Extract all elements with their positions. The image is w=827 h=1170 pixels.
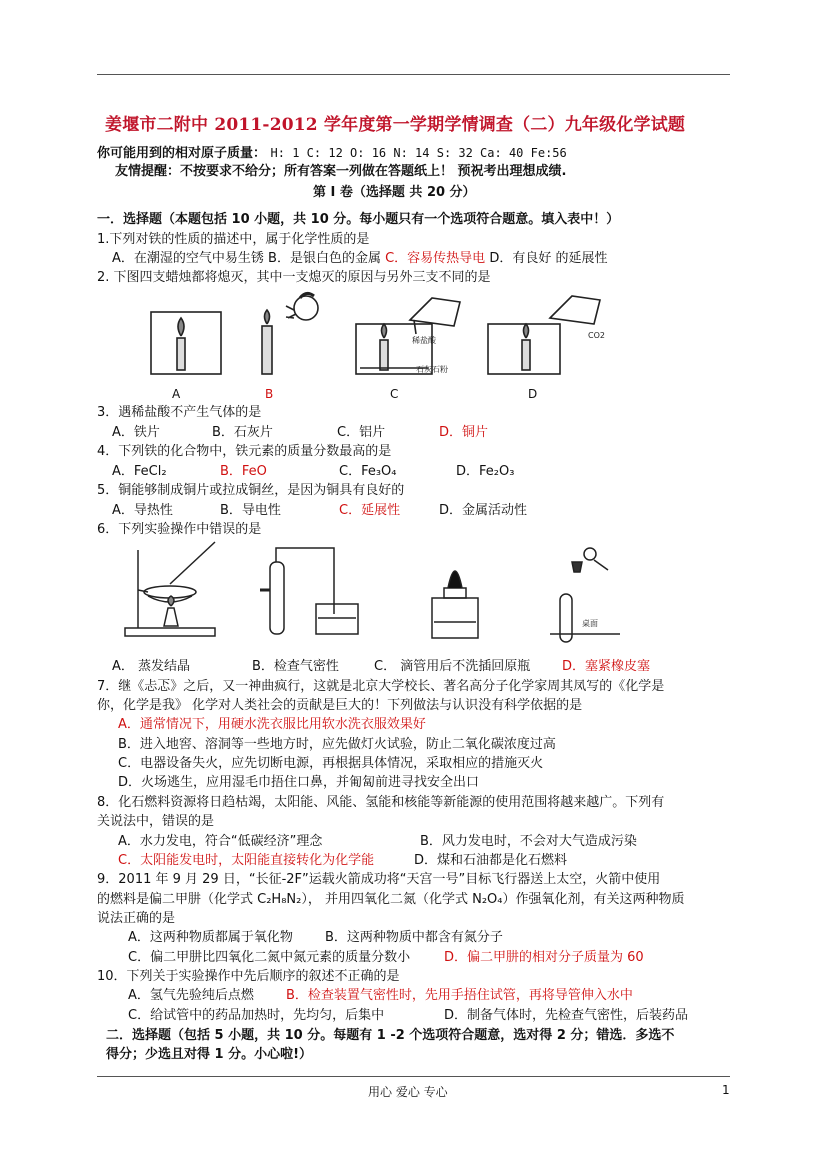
q9-stem-line3: 说法正确的是: [97, 911, 176, 926]
atomic-mass-label: 你可能用到的相对原子质量：: [97, 146, 267, 161]
q2-label-b: B: [265, 387, 274, 401]
fig-label-co2: CO2: [588, 331, 605, 340]
q3-option-b: B．石灰片: [212, 425, 273, 440]
q10-option-c: C．给试管中的药品加热时，先均匀，后集中: [128, 1008, 385, 1023]
q3-stem: 3．遇稀盐酸不产生气体的是: [97, 405, 262, 420]
q7-stem-line1: 7．继《忐忑》之后，又一神曲疯行，这就是北京大学校长、著名高分子化学家周其凤写的《化学是: [97, 679, 665, 694]
q1-option-d: D．有良好 的延展性: [489, 251, 608, 266]
q2-stem: 2. 下图四支蜡烛都将熄灭，其中一支熄灭的原因与另外三支不同的是: [97, 270, 491, 285]
q4-option-b: B．FeO: [220, 464, 267, 479]
candles-figure: [118, 290, 618, 382]
q9-option-c: C．偏二甲肼比四氧化二氮中氮元素的质量分数小: [128, 950, 411, 965]
q8-option-a: A．水力发电，符合“低碳经济”理念: [118, 834, 323, 849]
q1-stem: 1.下列对铁的性质的描述中，属于化学性质的是: [97, 232, 370, 247]
q5-option-a: A．导热性: [112, 503, 173, 518]
q7-option-d: D．火场逃生，应用湿毛巾捂住口鼻，并匍匐前进寻找安全出口: [118, 775, 480, 790]
q6-option-c: C． 滴管用后不洗插回原瓶: [374, 659, 531, 674]
q4-stem: 4．下列铁的化合物中，铁元素的质量分数最高的是: [97, 444, 392, 459]
q6-option-b: B．检查气密性: [252, 659, 339, 674]
q7-option-c: C．电器设备失火，应先切断电源，再根据具体情况，采取相应的措施灭火: [118, 756, 544, 771]
q9-stem-line2: 的燃料是偏二甲肼（化学式 C₂H₈N₂）， 并用四氧化二氮（化学式 N₂O₄）作强氧化剂，有关这两种物质: [97, 892, 685, 907]
q1-option-c: C．容易传热导电: [385, 251, 486, 266]
q8-option-d: D．煤和石油都是化石燃料: [414, 853, 568, 868]
q5-stem: 5．铜能够制成铜片或拉成铜丝，是因为铜具有良好的: [97, 483, 405, 498]
q2-label-d: D: [528, 387, 538, 401]
q10-option-b: B．检查装置气密性时，先用手捂住试管，再将导管伸入水中: [286, 988, 633, 1003]
q4-option-d: D．Fe₂O₃: [456, 464, 515, 479]
q3-option-c: C．铝片: [337, 425, 386, 440]
q10-stem: 10．下列关于实验操作中先后顺序的叙述不正确的是: [97, 969, 400, 984]
header-rule: [97, 74, 730, 75]
section-1-heading: 第 I 卷（选择题 共 20 分）: [313, 185, 476, 200]
atomic-mass-line: [97, 145, 567, 162]
q9-option-b: B．这两种物质中都含有氮分子: [325, 930, 503, 945]
q9-option-d: D．偏二甲肼的相对分子质量为 60: [444, 950, 644, 965]
q2-label-c: C: [390, 387, 399, 401]
q5-option-c: C．延展性: [339, 503, 401, 518]
q7-option-b: B．进入地窖、溶洞等一些地方时，应先做灯火试验，防止二氧化碳浓度过高: [118, 737, 556, 752]
airtightness-apparatus: [260, 548, 358, 634]
candle-figure-c: [356, 298, 460, 374]
q6-option-a: A． 蒸发结晶: [112, 659, 191, 674]
candle-figure-a: [151, 312, 221, 374]
q3-option-d: D．铜片: [439, 425, 489, 440]
part-1-heading: 一．选择题（本题包括 10 小题，共 10 分。每小题只有一个选项符合题意。填入表中！）: [97, 212, 620, 227]
dropper-bottle: [432, 571, 478, 638]
q8-option-c: C．太阳能发电时，太阳能直接转化为化学能: [118, 853, 375, 868]
q10-option-d: D．制备气体时，先检查气密性，后装药品: [444, 1008, 689, 1023]
footer-rule: [97, 1076, 730, 1077]
q4-option-c: C．Fe₃O₄: [339, 464, 397, 479]
q2-label-a: A: [172, 387, 181, 401]
candle-figure-d: [488, 296, 600, 374]
fig-label-lime: 石灰石粉: [416, 365, 448, 374]
part-2-heading-line2: 得分；少选且对得 1 分。小心啦!）: [106, 1047, 313, 1062]
q8-option-b: B．风力发电时，不会对大气造成污染: [420, 834, 637, 849]
friendly-reminder: 友情提醒：不按要求不给分；所有答案一列做在答题纸上！ 预祝考出理想成绩.: [115, 164, 567, 179]
q1-options: [112, 251, 607, 267]
candle-figure-b: [262, 293, 318, 374]
q5-option-d: D．金属活动性: [439, 503, 528, 518]
q10-option-a: A．氢气先验纯后点燃: [128, 988, 254, 1003]
q5-option-b: B．导电性: [220, 503, 281, 518]
q8-stem-line1: 8．化石燃料资源将日趋枯竭，太阳能、风能、氢能和核能等新能源的使用范围将越来越广。下列有: [97, 795, 665, 810]
q8-stem-line2: 关说法中，错误的是: [97, 814, 215, 829]
fig-label-table: 桌面: [582, 619, 598, 628]
q3-option-a: A．铁片: [112, 425, 160, 440]
q6-option-d: D．塞紧橡皮塞: [562, 659, 651, 674]
lab-operations-figure: [120, 540, 620, 650]
fig-label-acid: 稀盐酸: [412, 336, 436, 345]
page-title: 姜堰市二附中 2011-2012 学年度第一学期学情调查（二）九年级化学试题: [105, 115, 686, 135]
q9-option-a: A．这两种物质都属于氧化物: [128, 930, 293, 945]
atomic-mass-values: H: 1 C: 12 O: 16 N: 14 S: 32 Ca: 40 Fe:56: [270, 146, 567, 160]
q4-option-a: A．FeCl₂: [112, 464, 167, 479]
q1-options-ab: A．在潮湿的空气中易生锈 B．是银白色的金属: [112, 251, 381, 266]
q7-stem-line2: 你，化学是我》 化学对人类社会的贡献是巨大的！下列做法与认识没有科学依据的是: [97, 698, 583, 713]
q6-stem: 6．下列实验操作中错误的是: [97, 522, 262, 537]
part-2-heading-line1: 二．选择题（包括 5 小题，共 10 分。每题有 1 -2 个选项符合题意，选对得 2 分；错选．多选不: [106, 1028, 675, 1043]
evaporation-apparatus: [125, 542, 215, 636]
footer-motto: 用心 爱心 专心: [368, 1085, 448, 1099]
q9-stem-line1: 9．2011 年 9 月 29 日，“长征-2F”运载火箭成功将“天宫一号”目标飞行器送上太空，火箭中使用: [97, 872, 661, 887]
q7-option-a: A．通常情况下，用硬水洗衣服比用软水洗衣服效果好: [118, 717, 426, 732]
page-number: 1: [722, 1083, 730, 1097]
